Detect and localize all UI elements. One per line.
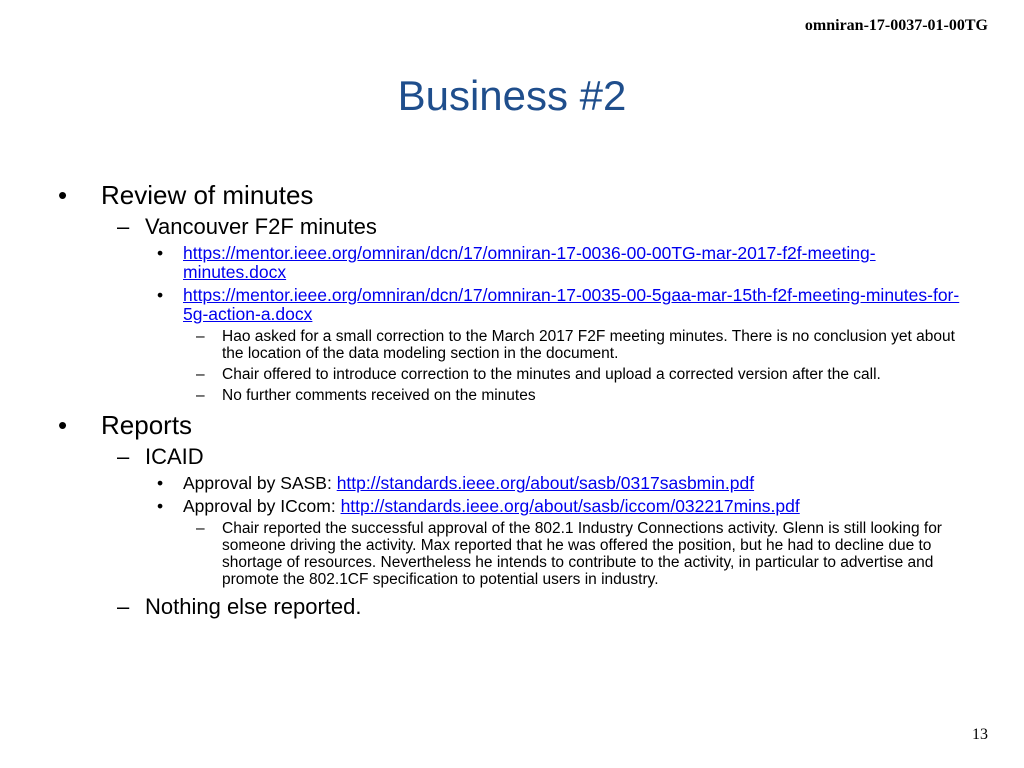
sub-bullet-text: Vancouver F2F minutes bbox=[145, 214, 377, 239]
bullet-text: Reports bbox=[101, 410, 193, 440]
note-text: Hao asked for a small correction to the March 2017 F2F meeting minutes. There is no conclusion yet about the location of the data modeling section in the document. bbox=[222, 328, 955, 362]
slide-body bbox=[56, 180, 976, 620]
page-number: 13 bbox=[972, 726, 988, 743]
dash-marker: – bbox=[196, 387, 205, 404]
minutes-0035-link[interactable]: https://mentor.ieee.org/omniran/dcn/17/omniran-17-0035-00-5gaa-mar-15th-f2f-meeting-minutes-for-5g-action-a.docx bbox=[183, 285, 960, 324]
document-id: omniran-17-0037-01-00TG bbox=[804, 17, 988, 34]
bullet-marker: • bbox=[157, 496, 164, 516]
dash-marker: – bbox=[196, 366, 205, 383]
note-item bbox=[56, 328, 976, 362]
link-item-minutes-0036 bbox=[56, 244, 976, 282]
bullet-reports bbox=[56, 410, 976, 440]
dash-marker: – bbox=[117, 214, 130, 239]
iccom-minutes-link[interactable]: http://standards.ieee.org/about/sasb/iccom/032217mins.pdf bbox=[340, 496, 800, 516]
sasb-minutes-link[interactable]: http://standards.ieee.org/about/sasb/0317sasbmin.pdf bbox=[336, 473, 755, 493]
dash-marker: – bbox=[196, 520, 205, 537]
sub-bullet-vancouver bbox=[56, 214, 976, 240]
bullet-marker: • bbox=[58, 180, 68, 210]
bullet-marker: • bbox=[157, 285, 164, 305]
sub-bullet-text: ICAID bbox=[145, 444, 204, 469]
note-item bbox=[56, 387, 976, 404]
minutes-0036-link[interactable]: https://mentor.ieee.org/omniran/dcn/17/omniran-17-0036-00-00TG-mar-2017-f2f-meeting-minutes.docx bbox=[183, 243, 876, 282]
note-text: No further comments received on the minutes bbox=[222, 387, 536, 404]
sub-bullet-text: Nothing else reported. bbox=[145, 594, 362, 619]
bullet-marker: • bbox=[58, 410, 68, 440]
sub-bullet-icaid bbox=[56, 444, 976, 470]
approval-sasb-item bbox=[56, 474, 976, 493]
link-item-minutes-0035 bbox=[56, 286, 976, 324]
approval-sasb-label: Approval by SASB: bbox=[183, 473, 337, 493]
dash-marker: – bbox=[117, 444, 130, 469]
note-item bbox=[56, 366, 976, 383]
note-text: Chair offered to introduce correction to the minutes and upload a corrected version after the call. bbox=[222, 366, 881, 383]
note-text: Chair reported the successful approval of the 802.1 Industry Connections activity. Glenn is still looking for someone driving the activity. Max reported that he was offered the position, but he had to decline due to shortage of resources. Nevertheless he intends to contribute to the activity, in particular to advertise and promote the 802.1CF specification to potential users in industry. bbox=[222, 520, 942, 588]
bullet-review-of-minutes bbox=[56, 180, 976, 210]
approval-iccom-label: Approval by ICcom: bbox=[183, 496, 341, 516]
dash-marker: – bbox=[196, 328, 205, 345]
bullet-marker: • bbox=[157, 473, 164, 493]
approval-iccom-item bbox=[56, 497, 976, 516]
dash-marker: – bbox=[117, 594, 130, 619]
sub-bullet-nothing-else bbox=[56, 594, 976, 620]
slide-title: Business #2 bbox=[397, 72, 627, 119]
bullet-text: Review of minutes bbox=[101, 180, 314, 210]
note-item bbox=[56, 520, 976, 588]
bullet-marker: • bbox=[157, 243, 164, 263]
